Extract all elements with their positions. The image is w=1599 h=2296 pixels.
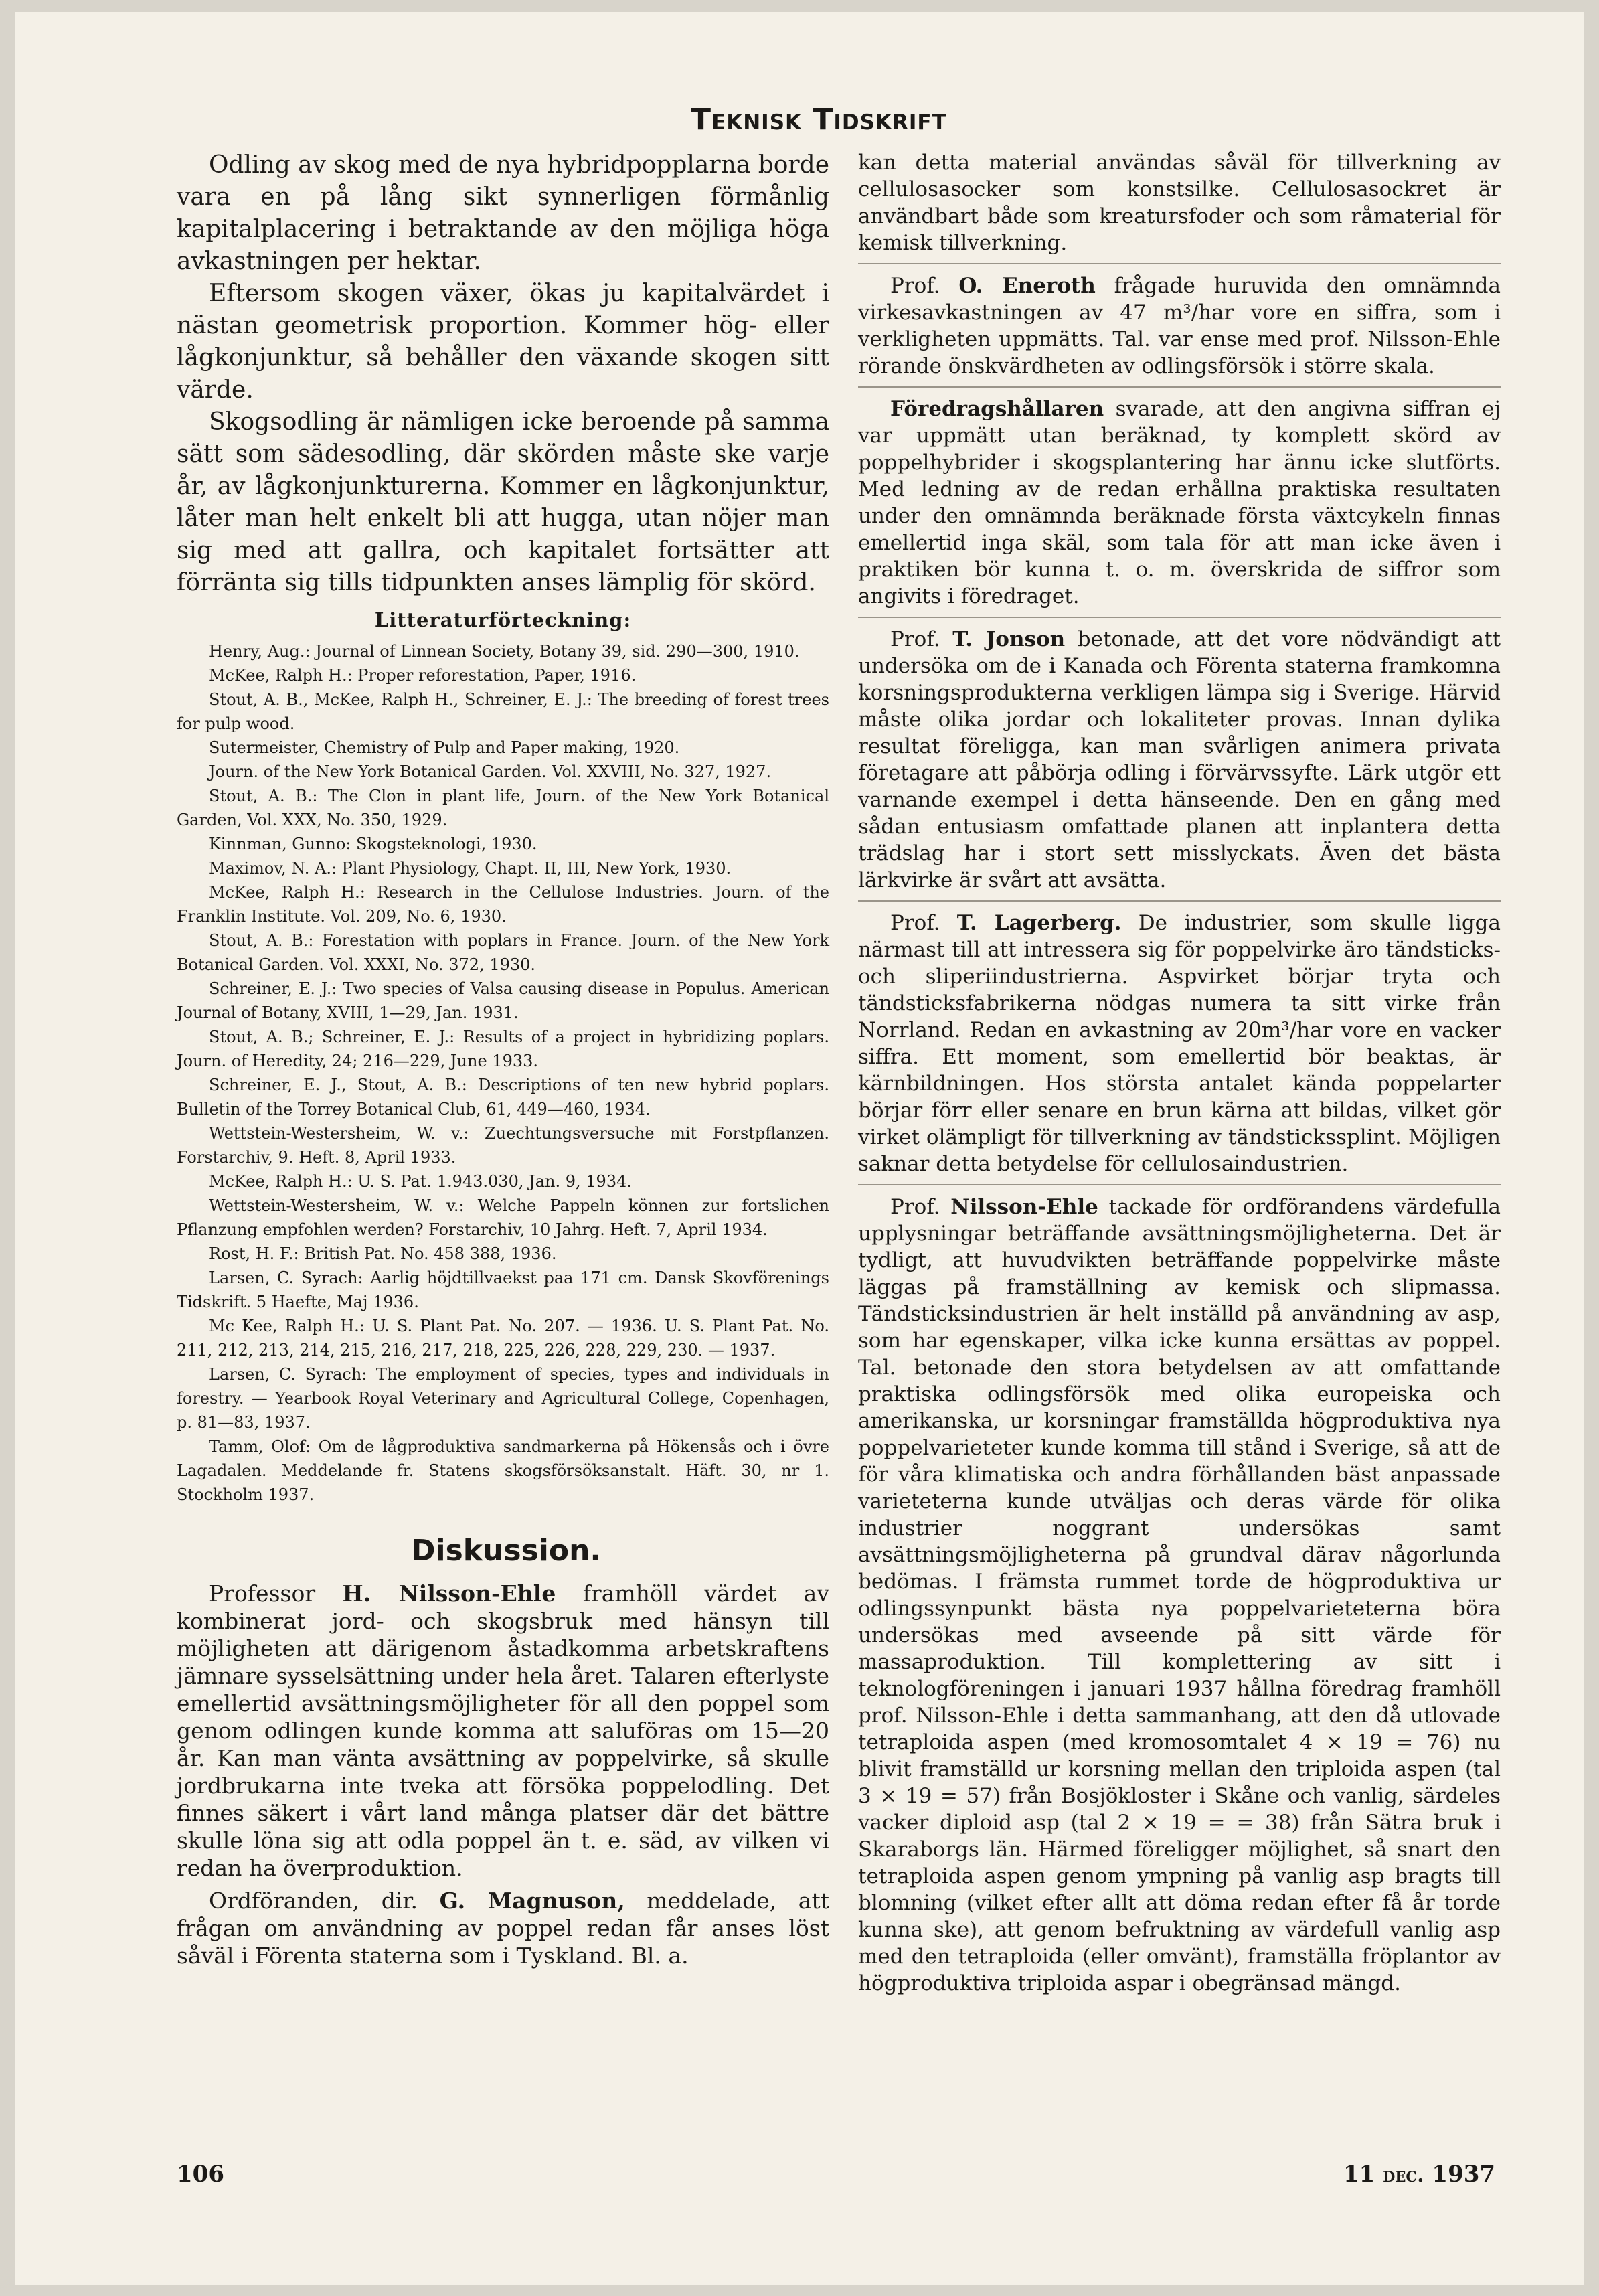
reference-list: [177, 639, 829, 1507]
intro-paragraph: Eftersom skogen växer, ökas ju kapitalvärdet i nästan geometrisk proportion. Kommer hög- eller lågkonjunktur, så behåller den växande skogen sitt värde.: [177, 280, 829, 404]
reference-item: McKee, Ralph H.: Proper reforestation, Paper, 1916.: [209, 666, 637, 685]
discussion-paragraph: [858, 910, 1501, 1177]
reference-item: Wettstein-Westersheim, W. v.: Zuechtungsversuche mit Forstpflanzen. Forstarchiv, 9. Heft. 8, April 1933.: [177, 1124, 829, 1167]
reference-item: Henry, Aug.: Journal of Linnean Society, Botany 39, sid. 290—300, 1910.: [209, 642, 800, 661]
paragraph-prefix: Prof.: [890, 274, 959, 298]
reference-item: Stout, A. B.: Forestation with poplars in France. Journ. of the New York Botanical Garden. Vol. XXXI, No. 372, 1930.: [177, 931, 829, 974]
paragraph-prefix: Professor: [209, 1580, 343, 1607]
reference-item: Wettstein-Westersheim, W. v.: Welche Pappeln können zur fortslichen Pflanzung empfohlen werden? Forstarchiv, 10 Jahrg. Heft. 7, April 1934.: [177, 1196, 829, 1239]
reference-item: Stout, A. B.: The Clon in plant life, Journ. of the New York Botanical Garden, Vol. XXX, No. 350, 1929.: [177, 787, 829, 829]
date-month: dec.: [1383, 2163, 1424, 2187]
paragraph-prefix: Prof.: [890, 911, 957, 935]
reference-item: Schreiner, E. J.: Two species of Valsa causing disease in Populus. American Journal of Botany, XVIII, 1—29, Jan. 1931.: [177, 979, 829, 1022]
reference-item: Kinnman, Gunno: Skogsteknologi, 1930.: [209, 835, 537, 853]
paragraph-body: tackade för ordförandens värdefulla upplysningar beträffande avsättningsmöjligheterna. Det är tydligt, att huvudvikten beträffande poppelvirke måste läggas på framställning av kemisk och slipmassa. Tändsticksindustrien är helt inställd på användning av asp, som har egenskaper, vilka icke kunna ersättas av poppel. Tal. betonade den stora betydelsen av att omfattande praktiska odlingsförsök med olika europeiska och amerikanska, ur korsningar framställda högproduktiva nya poppelvarieteter kunde komma till stånd i Sverige, så att de för våra klimatiska och andra förhållanden bäst anpassade varieteterna kunde utväljas och deras värde för olika industrier noggrant undersökas samt avsättningsmöjligheterna på grundval därav någorlunda bedömas. I främsta rummet torde de högproduktiva ur odlingssynpunkt bästa nya poppelvarieteterna böra undersökas med avseende på sitt värde för massaproduktion. Till komplettering av sitt i teknologföreningen i januari 1937 hållna föredrag framhöll prof. Nilsson-Ehle i detta sammanhang, att den då utlovade tetraploida aspen (med kromosomtalet 4 × 19 = 76) nu blivit framställd ur korsning mellan den triploida aspen (tal 3 × 19 = 57) från Bosjökloster i Skåne och vanlig, särdeles vacker diploid asp (tal 2 × 19 = = 38) från Sätra bruk i Skaraborgs län. Härmed föreligger möjlighet, så snart den tetraploida aspen genom ympning på vanlig asp bragts till blomning (vilket efter allt att döma redan efter få år torde kunna ske), att genom befruktning av värdefull vanlig asp med den tetraploida (eller omvänt), framställa fröplantor av högproduktiva triploida aspar i obegränsad mängd.: [858, 1195, 1501, 1995]
paragraph-body: framhöll värdet av kombinerat jord- och skogsbruk med hänsyn till möjligheten att därigenom åstadkomma arbetskraftens jämnare sysselsättning under hela året. Talaren efterlyste emellertid avsättningsmöjligheter för all den poppel som genom odlingen kunde komma att saluföras om 15—20 år. Kan man vänta avsättning av poppelvirke, så skulle jordbrukarna inte tveka att försöka poppelodling. Det finnes säkert i vårt land många platser där det bättre skulle löna sig att odla poppel än t. e. säd, av vilken vi redan ha överproduktion.: [177, 1580, 829, 1881]
speaker-name: T. Jonson: [952, 627, 1066, 651]
discussion-text: [177, 1580, 829, 1969]
discussion-paragraph: [858, 1194, 1501, 1997]
divider: [858, 386, 1501, 388]
speaker-name: Nilsson-Ehle: [950, 1195, 1098, 1219]
reference-item: Schreiner, E. J., Stout, A. B.: Descriptions of ten new hybrid poplars. Bulletin of the Torrey Botanical Club, 61, 449—460, 1934.: [177, 1076, 829, 1119]
date-day: 11: [1343, 2161, 1375, 2188]
references-heading: Litteraturförteckning:: [374, 608, 632, 631]
reference-item: Larsen, C. Syrach: The employment of species, types and individuals in forestry. — Yearbook Royal Veterinary and Agricultural College, Copenhagen, p. 81—83, 1937.: [177, 1365, 829, 1432]
reference-item: Sutermeister, Chemistry of Pulp and Paper making, 1920.: [209, 738, 680, 757]
paragraph-prefix: Prof.: [890, 627, 953, 651]
date-year: 1937: [1432, 2161, 1496, 2188]
speaker-name: T. Lagerberg.: [956, 911, 1122, 935]
reference-item: Stout, A. B., McKee, Ralph H., Schreiner, E. J.: The breeding of forest trees for pulp wood.: [177, 690, 829, 733]
reference-item: Larsen, C. Syrach: Aarlig höjdtillvaekst paa 171 cm. Dansk Skovförenings Tidskrift. 5 Haefte, Maj 1936.: [177, 1268, 829, 1311]
speaker-name: Föredragshållaren: [890, 397, 1104, 421]
paragraph-body: meddelade, att frågan om användning av poppel redan får anses löst såväl i Förenta staterna som i Tyskland. Bl. a.: [177, 1888, 830, 1969]
right-column: [858, 149, 1501, 2003]
discussion-heading: Diskussion.: [411, 1534, 602, 1568]
page-number: 106: [177, 2161, 224, 2188]
continued-paragraph: [858, 149, 1501, 256]
divider: [858, 617, 1501, 618]
paragraph-prefix: Ordföranden, dir.: [209, 1888, 440, 1914]
discussion-paragraph: [177, 1887, 829, 1969]
issue-date: [1343, 2161, 1495, 2188]
left-column: [177, 149, 829, 1975]
paragraph-body: betonade, att det vore nödvändigt att undersöka om de i Kanada och Förenta staterna framkomna korsningsprodukterna verkligen lämpa sig i Sverige. Härvid måste olika jordar och lokaliteter provas. Innan dylika resultat föreligga, kan man svårligen animera privata företagare att påbörja odling i förvärvssyfte. Lärk utgör ett varnande exempel i detta hänseende. Den en gång med sådan entusiasm omfattade planen att inplantera detta trädslag har i stort sett misslyckats. Även det bästa lärkvirke är svårt att avsätta.: [858, 627, 1501, 892]
intro-paragraph: Skogsodling är nämligen icke beroende på samma sätt som sädesodling, där skörden måste ske varje år, av lågkonjunkturerna. Kommer en lågkonjunktur, låter man helt enkelt bli att hugga, utan nöjer man sig med att gallra, och kapitalet fortsätter att förränta sig tills tidpunkten anses lämplig för skörd.: [177, 408, 829, 596]
discussion-paragraph: [858, 272, 1501, 380]
reference-item: Tamm, Olof: Om de lågproduktiva sandmarkerna på Hökensås och i övre Lagadalen. Meddelande fr. Statens skogsförsöksanstalt. Häft. 30, nr 1. Stockholm 1937.: [177, 1437, 829, 1504]
reference-item: Maximov, N. A.: Plant Physiology, Chapt. II, III, New York, 1930.: [209, 859, 732, 878]
discussion-paragraph: [858, 626, 1501, 894]
paragraph-prefix: Prof.: [890, 1195, 951, 1219]
paragraph-body: svarade, att den angivna siffran ej var uppmätt utan beräknad, ty komplett skörd av poppelhybrider i skogsplantering har ännu icke slutförts. Med ledning av de redan erhållna praktiska resultaten under den omnämnda beräknade första växtcykeln finnas emellertid inga skäl, som tala för att man icke även i praktiken bör kunna t. o. m. överskrida de siffror som angivits i föredraget.: [858, 397, 1501, 608]
reference-item: McKee, Ralph H.: U. S. Pat. 1.943.030, Jan. 9, 1934.: [209, 1172, 632, 1191]
discussion-paragraph: [858, 396, 1501, 610]
speaker-name: O. Eneroth: [958, 274, 1096, 298]
journal-page: [15, 12, 1584, 2285]
speaker-name: H. Nilsson-Ehle: [342, 1580, 556, 1607]
reference-item: Stout, A. B.; Schreiner, E. J.: Results of a project in hybridizing poplars. Journ. of Heredity, 24; 216—229, June 1933.: [177, 1028, 829, 1070]
paragraph-body: kan detta material användas såväl för tillverkning av cellulosasocker som konstsilke. Cellulosasockret är användbart både som kreatursfoder och som råmaterial för kemisk tillverkning.: [858, 151, 1501, 255]
reference-item: McKee, Ralph H.: Research in the Cellulose Industries. Journ. of the Franklin Institute. Vol. 209, No. 6, 1930.: [177, 883, 829, 926]
divider: [858, 900, 1501, 902]
paragraph-body: frågade huruvida den omnämnda virkesavkastningen av 47 m³/har vore en siffra, som i verkligheten uppmätts. Tal. var ense med prof. Nilsson-Ehle rörande önskvärdheten av odlingsförsök i större skala.: [858, 274, 1501, 378]
divider: [858, 263, 1501, 264]
intro-paragraphs: [177, 149, 829, 599]
reference-item: Rost, H. F.: British Pat. No. 458 388, 1936.: [209, 1244, 557, 1263]
discussion-paragraph: [177, 1580, 829, 1882]
speaker-name: G. Magnuson,: [439, 1888, 625, 1914]
intro-paragraph: Odling av skog med de nya hybridpopplarna borde vara en på lång sikt synnerligen förmånlig kapitalplacering i betraktande av den möjliga höga avkastningen per hektar.: [177, 151, 829, 275]
reference-item: Mc Kee, Ralph H.: U. S. Plant Pat. No. 207. — 1936. U. S. Plant Pat. No. 211, 212, 213, 214, 215, 216, 217, 218, 225, 226, 228, 229, 230. — 1937.: [177, 1317, 829, 1360]
journal-title: Teknisk Tidskrift: [691, 102, 947, 137]
divider: [858, 1184, 1501, 1185]
paragraph-body: De industrier, som skulle ligga närmast till att intressera sig för poppelvirke äro tändsticks- och sliperiindustrierna. Aspvirket börjar tryta och tändsticksfabrikerna nödgas numera ta sitt virke från Norrland. Redan en avkastning av 20m³/har vore en vacker siffra. Ett moment, som emellertid bör beaktas, är kärnbildningen. Hos största antalet kända poppelarter börjar förr eller senare en brun kärna att bildas, vilket gör virket olämpligt för tillverkning av tändstickssplint. Möjligen saknar detta betydelse för cellulosaindustrien.: [858, 911, 1501, 1176]
reference-item: Journ. of the New York Botanical Garden. Vol. XXVIII, No. 327, 1927.: [209, 762, 772, 781]
